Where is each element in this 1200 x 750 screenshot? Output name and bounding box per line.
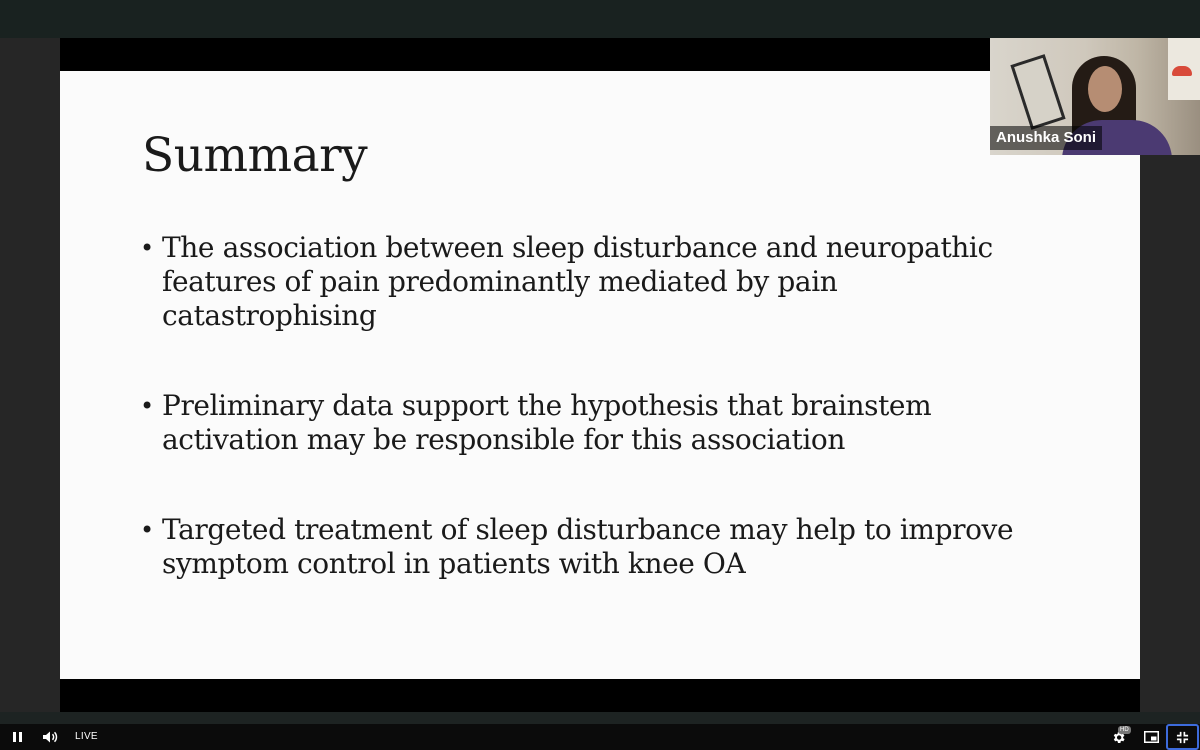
picture-in-picture-icon <box>1144 731 1159 743</box>
picture-in-picture-button[interactable] <box>1138 724 1164 750</box>
player-control-bar <box>0 724 1200 750</box>
exit-fullscreen-button[interactable] <box>1166 724 1199 750</box>
slide-bullet <box>140 513 1040 581</box>
bullet-text: Targeted treatment of sleep disturbance may help to improve symptom control in patients with knee OA <box>162 513 1014 580</box>
participant-video-tile[interactable] <box>990 38 1200 155</box>
bullet-text: The association between sleep disturbance and neuropathic features of pain predominantly mediated by pain catastrophising <box>162 231 993 332</box>
participant-face <box>1088 66 1122 112</box>
exit-fullscreen-icon <box>1176 731 1189 744</box>
bullet-text: Preliminary data support the hypothesis that brainstem activation may be responsible for this association <box>162 389 932 456</box>
bullet-marker: • <box>140 516 154 544</box>
pause-button[interactable] <box>6 724 28 750</box>
settings-button[interactable] <box>1104 724 1132 750</box>
bullet-marker: • <box>140 234 154 262</box>
volume-icon <box>42 730 58 744</box>
slide-title: Summary <box>142 128 368 183</box>
participant-name-label: Anushka Soni <box>990 126 1102 150</box>
bullet-marker: • <box>140 392 154 420</box>
slide-bullet-list <box>140 231 1040 581</box>
slide-bullet <box>140 231 1040 333</box>
volume-button[interactable] <box>38 724 62 750</box>
right-margin <box>1140 155 1200 712</box>
pause-icon <box>11 732 23 742</box>
camera-background-picture-frame <box>1010 54 1065 130</box>
hd-badge: HD <box>1120 727 1129 733</box>
camera-background-lamp <box>1172 66 1192 76</box>
slide-bullet <box>140 389 1040 457</box>
left-margin <box>0 38 60 712</box>
presentation-slide <box>60 71 1140 679</box>
live-indicator: LIVE <box>75 731 98 742</box>
top-band <box>0 0 1200 38</box>
